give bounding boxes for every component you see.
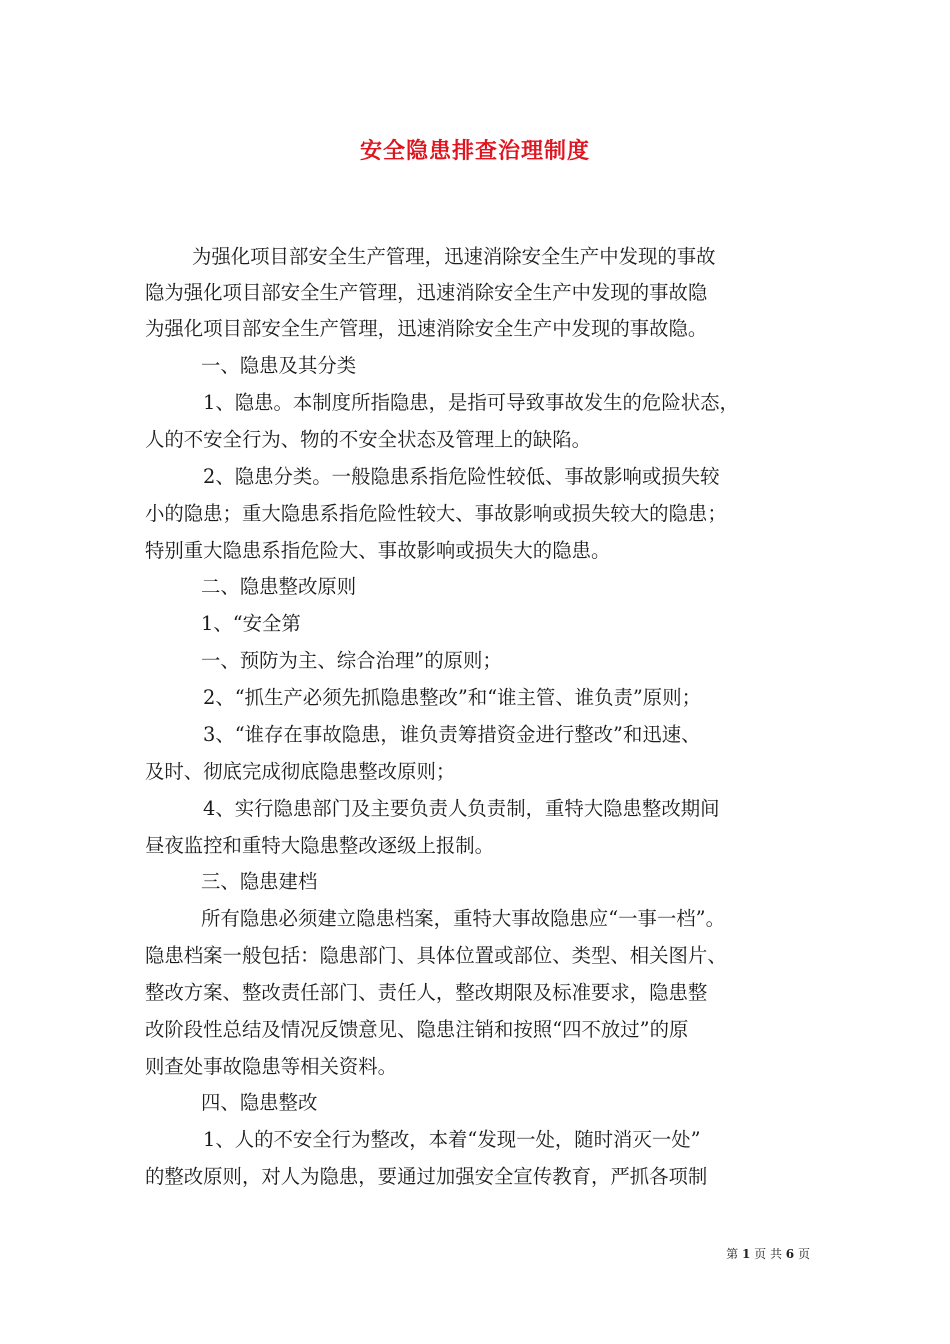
paragraph-line: 隐患档案一般包括：隐患部门、具体位置或部位、类型、相关图片、 bbox=[145, 944, 727, 967]
total-page-number: 6 bbox=[785, 1247, 795, 1261]
footer-middle: 页 共 bbox=[754, 1247, 782, 1261]
footer-suffix: 页 bbox=[797, 1247, 810, 1261]
paragraph-line: 特别重大隐患系指危险大、事故影响或损失大的隐患。 bbox=[145, 539, 611, 562]
paragraph-line: 改阶段性总结及情况反馈意见、隐患注销和按照“四不放过”的原 bbox=[145, 1018, 689, 1041]
paragraph-line: 小的隐患；重大隐患系指危险性较大、事故影响或损失较大的隐患； bbox=[145, 502, 727, 525]
paragraph-line: 一、预防为主、综合治理”的原则； bbox=[201, 649, 502, 672]
paragraph-line: 的整改原则，对人为隐患，要通过加强安全宣传教育，严抓各项制 bbox=[145, 1165, 708, 1188]
section-heading: 三、隐患建档 bbox=[201, 870, 318, 893]
paragraph-line: 昼夜监控和重特大隐患整改逐级上报制。 bbox=[145, 834, 495, 857]
paragraph-line: 及时、彻底完成彻底隐患整改原则； bbox=[145, 760, 456, 783]
paragraph-line: 人的不安全行为、物的不安全状态及管理上的缺陷。 bbox=[145, 428, 591, 451]
section-heading: 四、隐患整改 bbox=[201, 1091, 318, 1114]
paragraph-line: 2、“抓生产必须先抓隐患整改”和“谁主管、谁负责”原则； bbox=[203, 686, 701, 709]
paragraph-line: 2、隐患分类。一般隐患系指危险性较低、事故影响或损失较 bbox=[203, 465, 720, 488]
page-title: 安全隐患排查治理制度 bbox=[359, 139, 590, 164]
paragraph-line: 整改方案、整改责任部门、责任人，整改期限及标准要求，隐患整 bbox=[145, 981, 708, 1004]
page-number-footer bbox=[700, 1245, 810, 1262]
current-page-number: 1 bbox=[741, 1247, 751, 1261]
paragraph-line: 3、“谁存在事故隐患，谁负责筹措资金进行整改”和迅速、 bbox=[203, 723, 701, 746]
footer-prefix: 第 bbox=[726, 1247, 739, 1261]
section-heading: 二、隐患整改原则 bbox=[201, 575, 357, 598]
section-heading: 一、隐患及其分类 bbox=[201, 354, 357, 377]
paragraph-line: 1、“安全第 bbox=[201, 612, 301, 635]
paragraph-line: 1、隐患。本制度所指隐患，是指可导致事故发生的危险状态， bbox=[203, 391, 739, 414]
paragraph-line: 所有隐患必须建立隐患档案，重特大事故隐患应“一事一档”。 bbox=[201, 907, 725, 930]
paragraph-line: 则查处事故隐患等相关资料。 bbox=[145, 1055, 398, 1078]
paragraph-line: 1、人的不安全行为整改，本着“发现一处，随时消灭一处” bbox=[203, 1128, 701, 1151]
paragraph-line: 为强化项目部安全生产管理，迅速消除安全生产中发现的事故 bbox=[192, 245, 716, 268]
paragraph-line: 4、实行隐患部门及主要负责人负责制，重特大隐患整改期间 bbox=[203, 797, 720, 820]
paragraph-line: 隐为强化项目部安全生产管理，迅速消除安全生产中发现的事故隐 bbox=[145, 281, 708, 304]
paragraph-line: 为强化项目部安全生产管理，迅速消除安全生产中发现的事故隐。 bbox=[145, 317, 708, 340]
